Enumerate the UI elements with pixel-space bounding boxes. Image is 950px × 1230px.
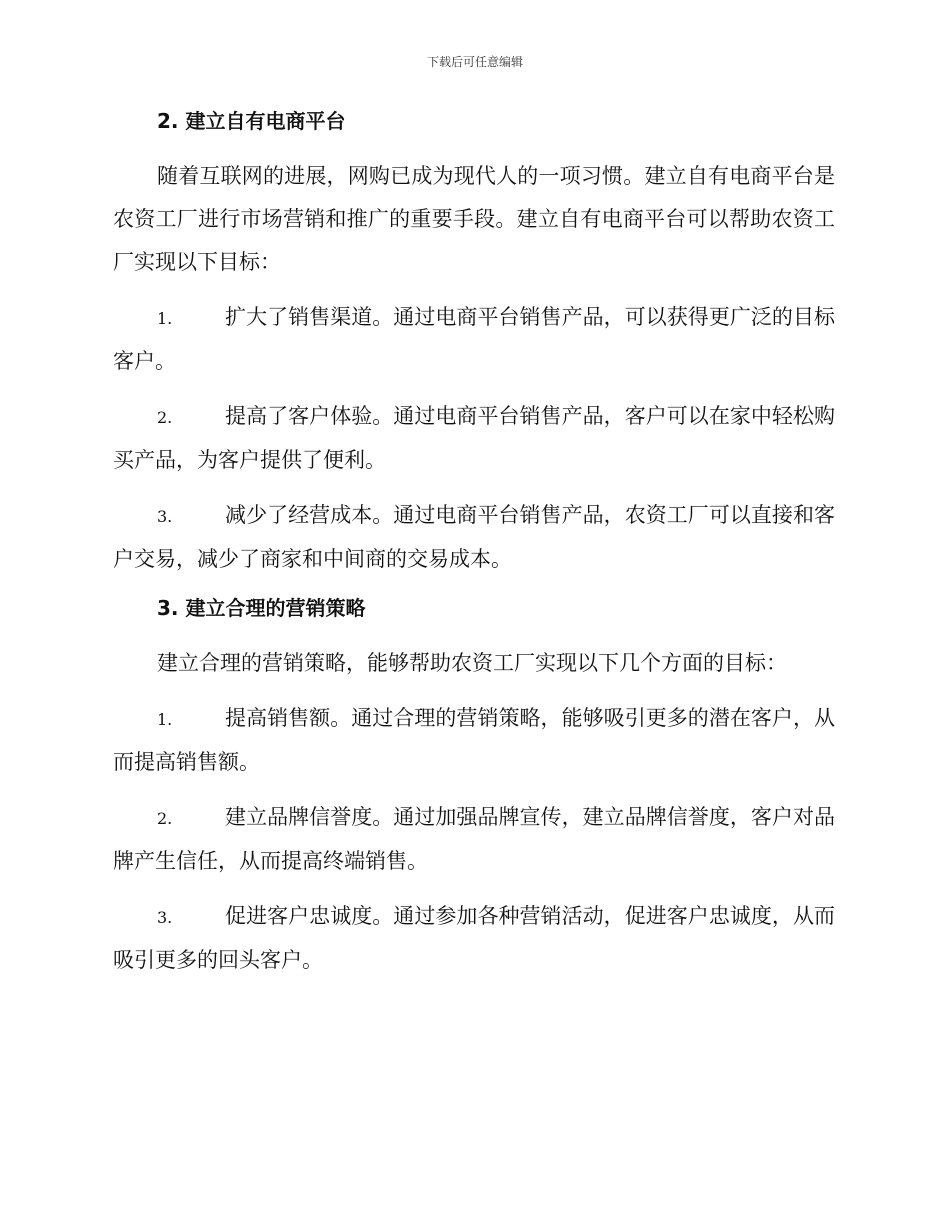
list-item-text: 促进客户忠诚度。通过参加各种营销活动，促进客户忠诚度，从而吸引更多的回头客户。: [113, 904, 835, 972]
section-2-heading: 2. 建立自有电商平台: [157, 109, 346, 133]
list-item: [113, 697, 835, 784]
list-item-number: 2.: [157, 809, 173, 828]
list-item: [113, 895, 835, 982]
list-item-text: 扩大了销售渠道。通过电商平台销售产品，可以获得更广泛的目标客户。: [113, 305, 835, 373]
list-item-number: 1.: [157, 309, 173, 328]
list-item: [113, 296, 835, 383]
page-header: 下载后可任意编辑: [426, 55, 523, 69]
list-item-text: 减少了经营成本。通过电商平台销售产品，农资工厂可以直接和客户交易，减少了商家和中间商的交易成本。: [113, 503, 835, 571]
list-item-text: 建立品牌信誉度。通过加强品牌宣传，建立品牌信誉度，客户对品牌产生信任，从而提高终端销售。: [113, 805, 835, 873]
list-item-number: 1.: [157, 710, 173, 729]
section-3-intro: 建立合理的营销策略，能够帮助农资工厂实现以下几个方面的目标：: [157, 651, 787, 675]
list-item-text: 提高了客户体验。通过电商平台销售产品，客户可以在家中轻松购买产品，为客户提供了便利。: [113, 404, 835, 472]
section-3-heading: 3. 建立合理的营销策略: [157, 596, 366, 620]
list-item-text: 提高销售额。通过合理的营销策略，能够吸引更多的潜在客户，从而提高销售额。: [113, 706, 835, 774]
list-item-number: 3.: [157, 507, 173, 526]
list-item: [113, 494, 835, 581]
list-item: [113, 796, 835, 883]
list-item-number: 3.: [157, 908, 173, 927]
list-item-number: 2.: [157, 408, 173, 427]
document-body: [113, 106, 835, 994]
list-item: [113, 395, 835, 482]
section-2-intro: 随着互联网的进展，网购已成为现代人的一项习惯。建立自有电商平台是农资工厂进行市场营销和推广的重要手段。建立自有电商平台可以帮助农资工厂实现以下目标：: [113, 164, 835, 274]
